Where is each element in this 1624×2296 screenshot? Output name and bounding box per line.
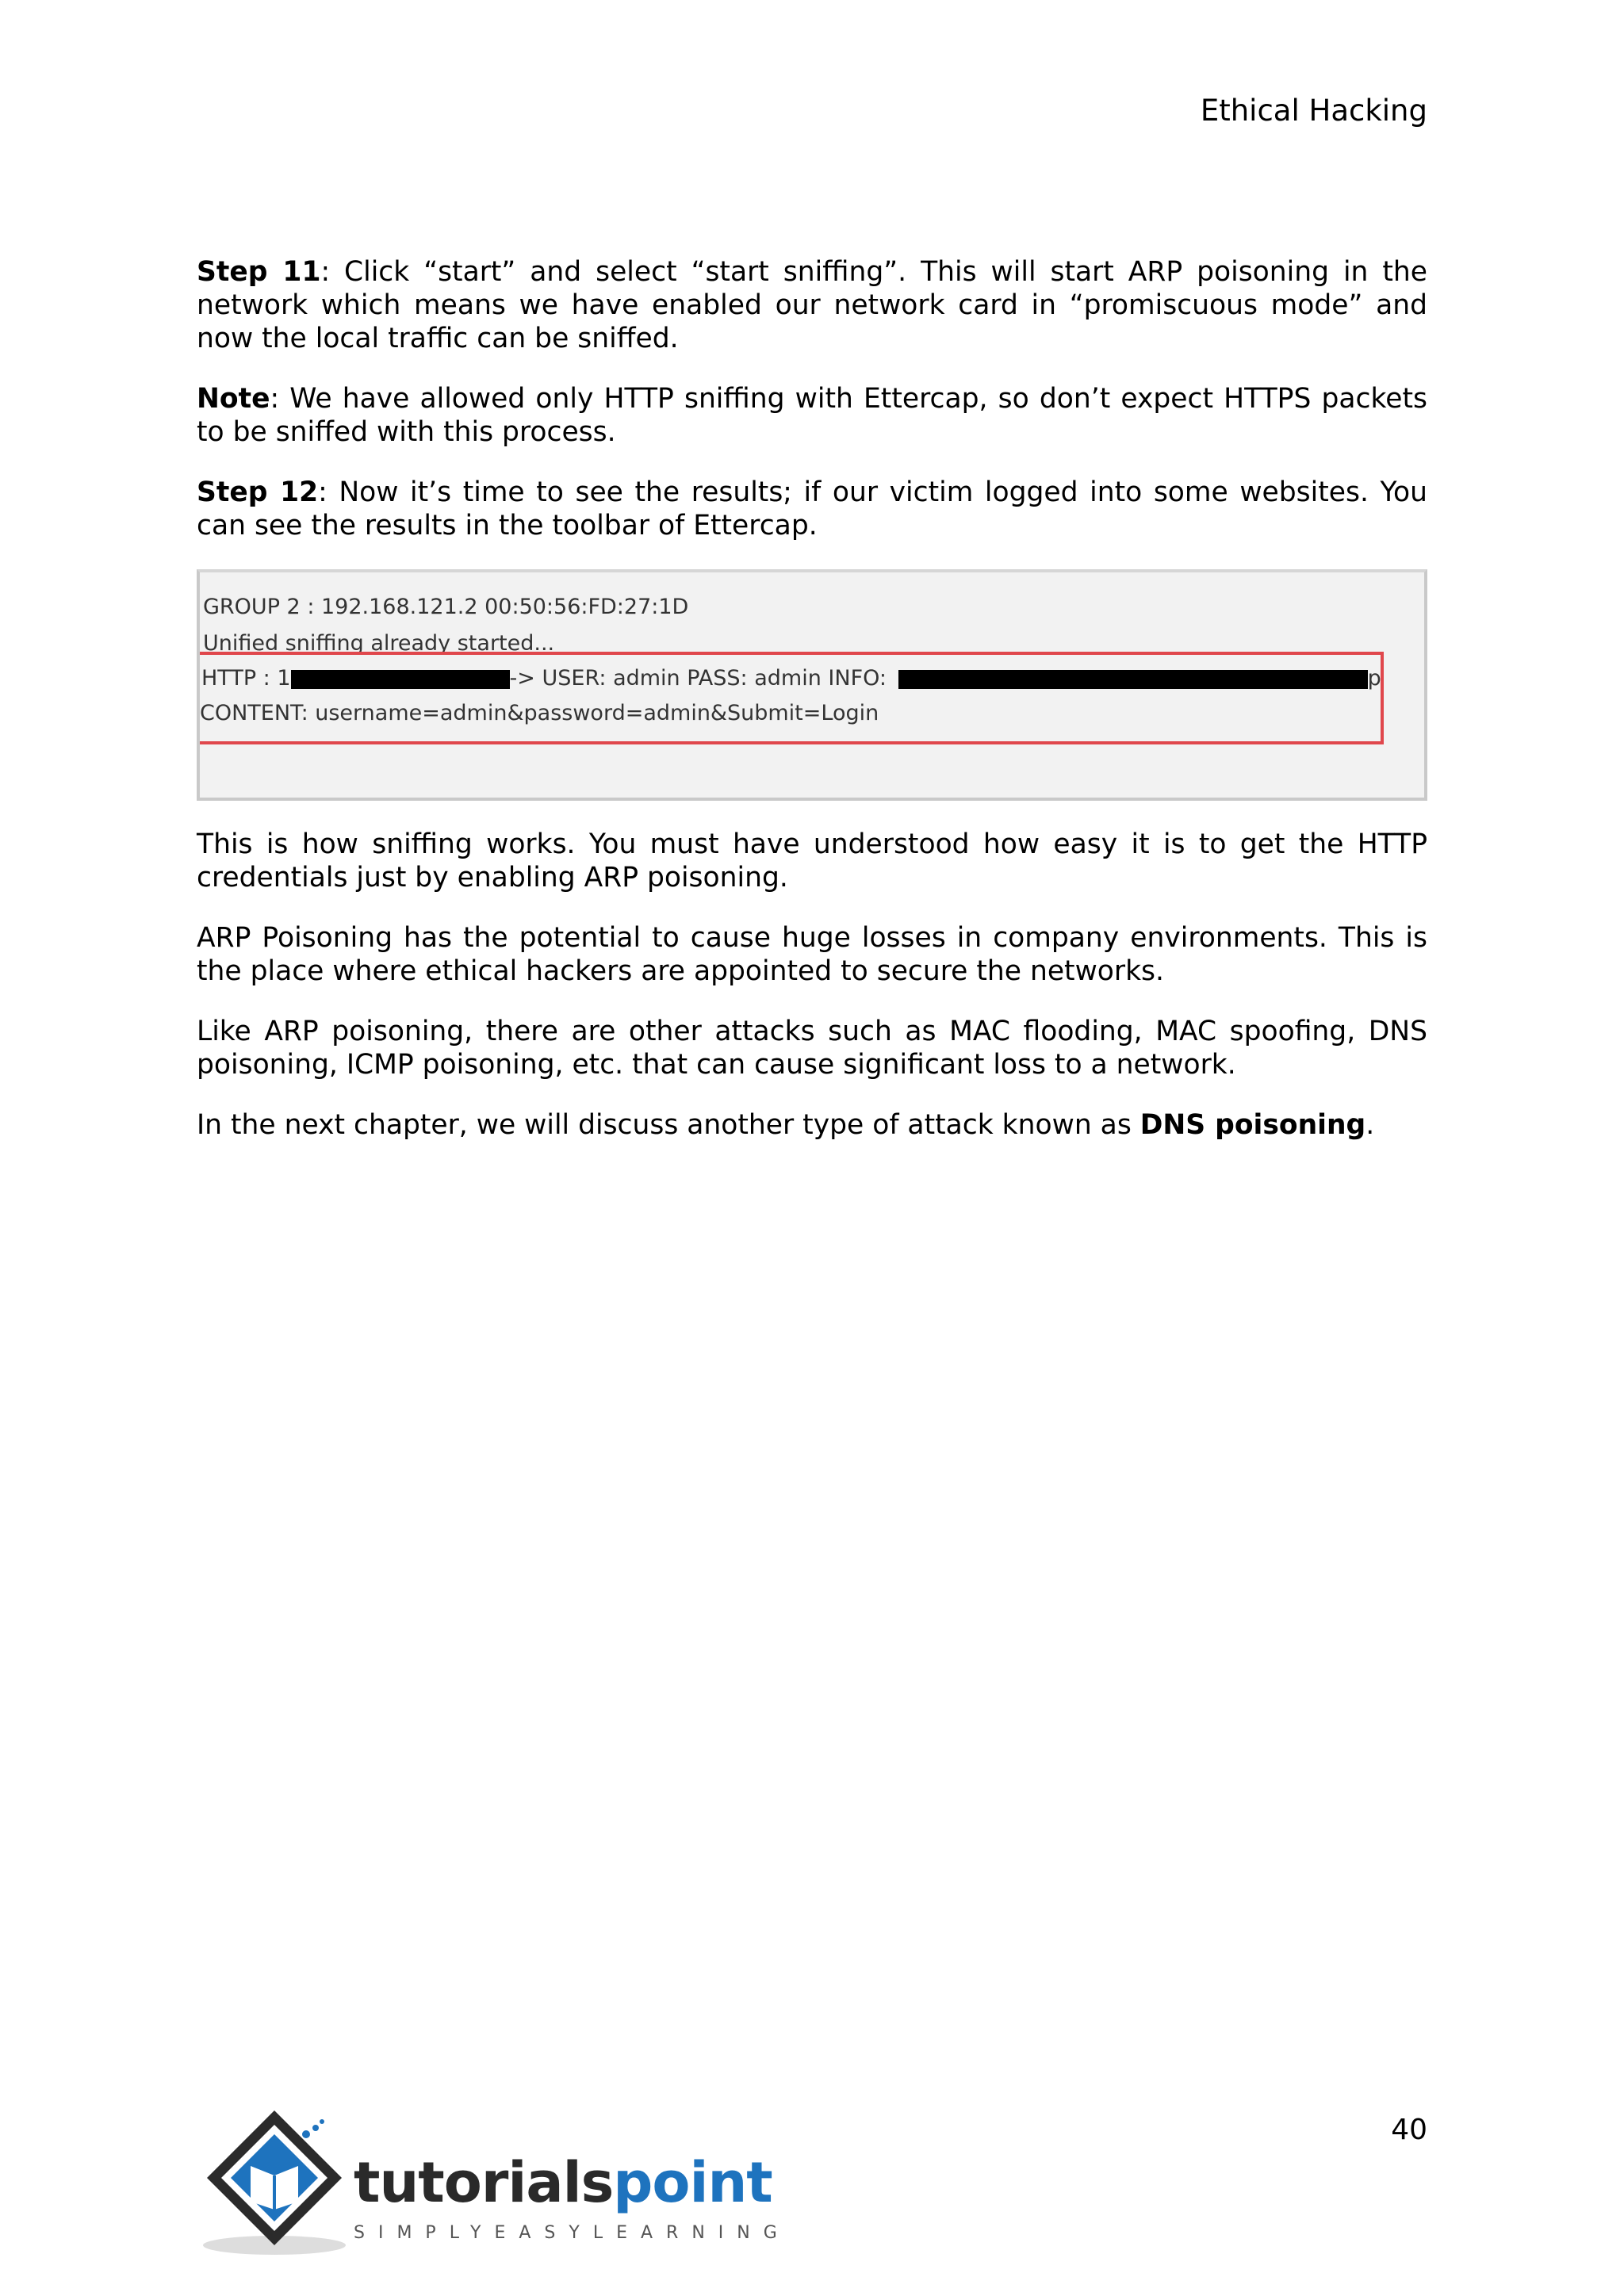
ettercap-screenshot xyxy=(197,569,1427,801)
http-suffix: p xyxy=(1367,666,1381,691)
step-11-label: Step 11 xyxy=(197,256,321,288)
http-prefix: HTTP : 1 xyxy=(201,666,291,691)
logo-text-tutorials: tutorials xyxy=(354,2150,614,2215)
note-text: : We have allowed only HTTP sniffing with Ettercap, so don’t expect HTTPS packets to be sniffed with this process. xyxy=(197,383,1427,448)
page-number: 40 xyxy=(1391,2114,1427,2146)
logo-text-point: point xyxy=(613,2150,772,2215)
logo-wordmark xyxy=(354,2150,772,2215)
paragraph-note xyxy=(197,382,1427,449)
step-12-label: Step 12 xyxy=(197,476,319,508)
page-content xyxy=(197,255,1427,1169)
paragraph-step-12 xyxy=(197,476,1427,542)
paragraph-next-chapter xyxy=(197,1108,1427,1142)
step-11-text: : Click “start” and select “start sniffing”. This will start ARP poisoning in the network which means we have enabled our network card in “promiscuous mode” and now the local traffic can be sniffed. xyxy=(197,256,1427,354)
paragraph-other-attacks: Like ARP poisoning, there are other attacks such as MAC flooding, MAC spoofing, DNS poisoning, ICMP poisoning, etc. that can cause significant loss to a network. xyxy=(197,1016,1427,1081)
note-label: Note xyxy=(197,383,270,415)
dns-poisoning-term: DNS poisoning xyxy=(1139,1109,1366,1141)
logo-tagline: SIMPLYEASYLEARNING xyxy=(354,2223,791,2243)
page-header-title: Ethical Hacking xyxy=(1200,94,1427,128)
paragraph-arp-poisoning: ARP Poisoning has the potential to cause huge losses in company environments. This is the place where ethical hackers are appointed to secure the networks. xyxy=(197,922,1427,987)
paragraph-step-11 xyxy=(197,255,1427,355)
next-chapter-end: . xyxy=(1365,1109,1375,1141)
screenshot-content-line: CONTENT: username=admin&password=admin&Submit=Login xyxy=(200,701,879,725)
screenshot-sniffing-line: Unified sniffing already started... xyxy=(203,631,555,656)
logo-diamond-icon xyxy=(195,2103,354,2261)
http-credentials: -> USER: admin PASS: admin INFO: xyxy=(509,666,887,691)
tutorialspoint-logo xyxy=(195,2103,791,2261)
next-chapter-text: In the next chapter, we will discuss another type of attack known as xyxy=(197,1109,1140,1141)
highlight-box xyxy=(197,652,1384,744)
step-12-text: : Now it’s time to see the results; if our victim logged into some websites. You can see the results in the toolbar of Ettercap. xyxy=(197,476,1427,541)
paragraph-sniffing: This is how sniffing works. You must have understood how easy it is to get the HTTP credentials just by enabling ARP poisoning. xyxy=(197,828,1427,894)
screenshot-group-line: GROUP 2 : 192.168.121.2 00:50:56:FD:27:1D xyxy=(203,595,689,619)
